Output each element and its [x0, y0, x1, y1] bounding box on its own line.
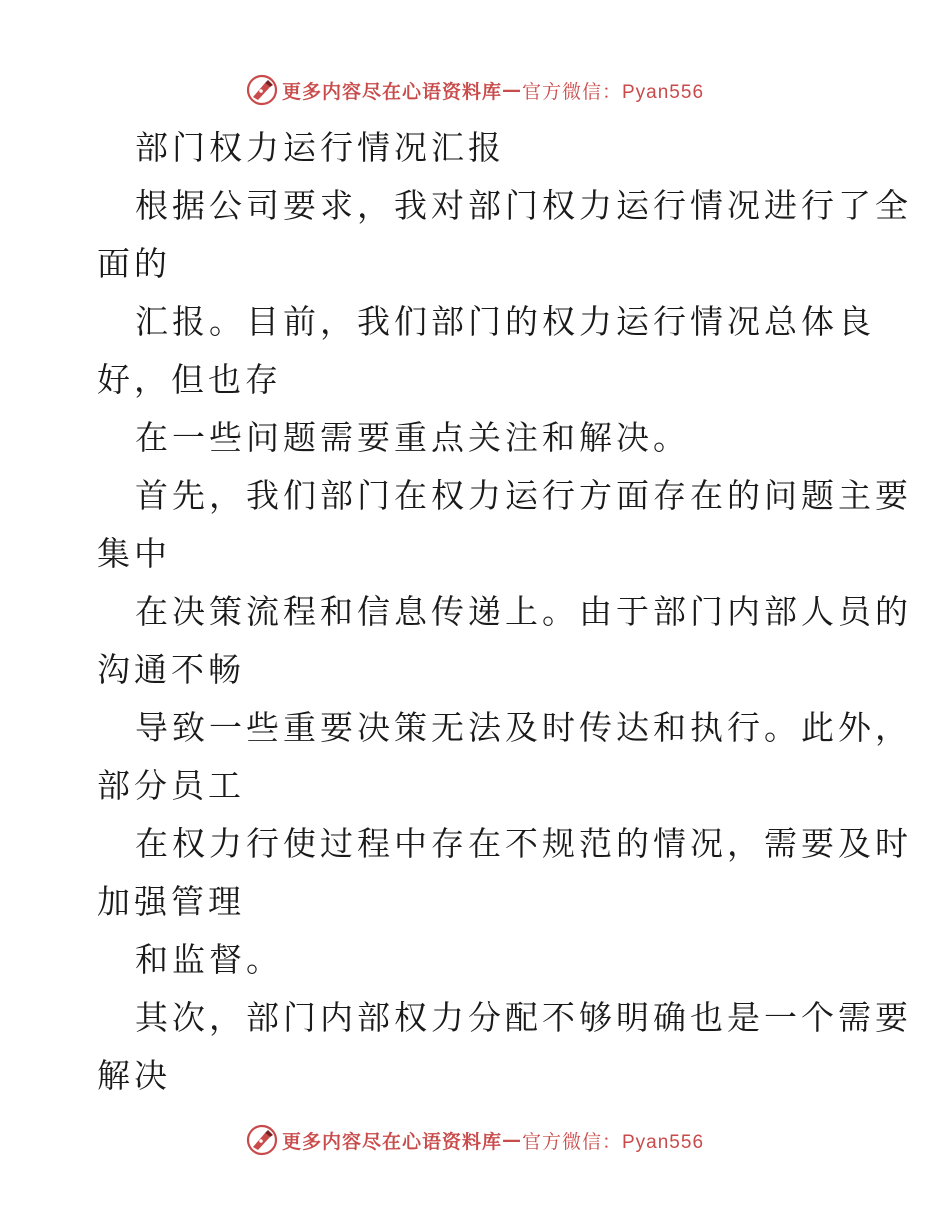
header-contact-text: 官方微信：Pyan556 — [522, 81, 705, 103]
doc-line: 在决策流程和信息传递上。由于部门内部人员的 — [135, 592, 912, 631]
footer-contact-text: 官方微信：Pyan556 — [522, 1131, 705, 1153]
doc-line: 好，但也存 — [97, 360, 282, 399]
document-body — [97, 119, 912, 1105]
header-watermark — [0, 70, 950, 110]
header-brand-text: 更多内容尽在心语资料库 — [281, 80, 502, 103]
doc-line: 沟通不畅 — [97, 650, 245, 689]
pen-nib-logo-icon — [246, 74, 278, 106]
footer-dash: — — [502, 1129, 522, 1151]
doc-line: 部分员工 — [97, 766, 245, 805]
doc-line: 集中 — [97, 534, 171, 573]
footer-brand-text: 更多内容尽在心语资料库 — [281, 1130, 502, 1153]
doc-line: 解决 — [97, 1056, 171, 1095]
footer-watermark — [0, 1120, 950, 1160]
pen-nib-logo-icon — [246, 1124, 278, 1156]
doc-line: 导致一些重要决策无法及时传达和执行。此外， — [135, 708, 912, 747]
doc-line: 首先，我们部门在权力运行方面存在的问题主要 — [135, 476, 912, 515]
doc-line: 在权力行使过程中存在不规范的情况，需要及时 — [135, 824, 912, 863]
doc-line: 面的 — [97, 244, 171, 283]
header-dash: — — [502, 79, 522, 101]
doc-line: 在一些问题需要重点关注和解决。 — [135, 418, 690, 457]
doc-line: 加强管理 — [97, 882, 245, 921]
doc-title: 部门权力运行情况汇报 — [135, 128, 505, 167]
doc-line: 根据公司要求，我对部门权力运行情况进行了全 — [135, 186, 912, 225]
doc-line: 和监督。 — [135, 940, 283, 979]
doc-line: 其次，部门内部权力分配不够明确也是一个需要 — [135, 998, 912, 1037]
doc-line: 汇报。目前，我们部门的权力运行情况总体良 — [135, 302, 875, 341]
